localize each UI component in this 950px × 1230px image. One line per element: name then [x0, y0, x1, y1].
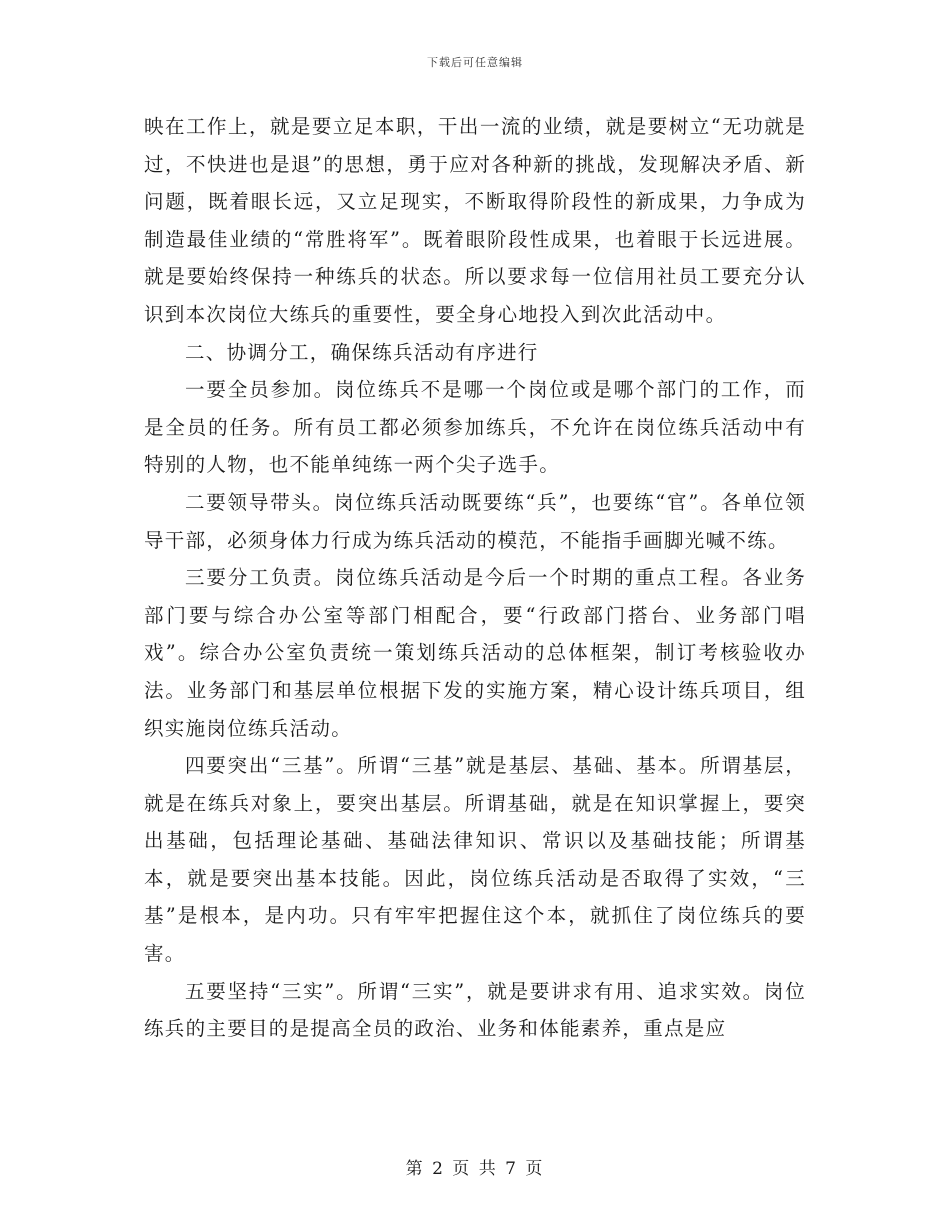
paragraph-3: 一要全员参加。岗位练兵不是哪一个岗位或是哪个部门的工作，而是全员的任务。所有员工都必须参加练兵，不允许在岗位练兵活动中有特别的人物，也不能单纯练一两个尖子选手。	[144, 378, 806, 477]
section-heading: 二、协调分工，确保练兵活动有序进行	[185, 340, 539, 364]
paragraph-5: 三要分工负责。岗位练兵活动是今后一个时期的重点工程。各业务部门要与综合办公室等部门相配合，要“行政部门搭台、业务部门唱戏”。综合办公室负责统一策划练兵活动的总体框架，制订考核验收办法。业务部门和基层单位根据下发的实施方案，精心设计练兵项目，组织实施岗位练兵活动。	[144, 566, 806, 740]
page-number: 第 2 页 共 7 页	[405, 1159, 545, 1179]
document-body	[144, 108, 806, 1048]
paragraph-1: 映在工作上，就是要立足本职，干出一流的业绩，就是要树立“无功就是过，不快进也是退”的思想，勇于应对各种新的挑战，发现解决矛盾、新问题，既着眼长远，又立足现实，不断取得阶段性的新成果，力争成为制造最佳业绩的“常胜将军”。既着眼阶段性成果，也着眼于长远进展。就是要始终保持一种练兵的状态。所以要求每一位信用社员工要充分认识到本次岗位大练兵的重要性，要全身心地投入到次此活动中。	[144, 115, 806, 326]
paragraph-4: 二要领导带头。岗位练兵活动既要练“兵”，也要练“官”。各单位领导干部，必须身体力行成为练兵活动的模范，不能指手画脚光喊不练。	[144, 490, 806, 552]
paragraph-7: 五要坚持“三实”。所谓“三实”，就是要讲求有用、追求实效。岗位练兵的主要目的是提高全员的政治、业务和体能素养，重点是应	[144, 979, 806, 1041]
paragraph-6: 四要突出“三基”。所谓“三基”就是基层、基础、基本。所谓基层，就是在练兵对象上，要突出基层。所谓基础，就是在知识掌握上，要突出基础，包括理论基础、基础法律知识、常识以及基础技能；所谓基本，就是要突出基本技能。因此，岗位练兵活动是否取得了实效，“三基”是根本，是内功。只有牢牢把握住这个本，就抓住了岗位练兵的要害。	[144, 754, 806, 966]
page-header: 下载后可任意编辑	[427, 56, 523, 69]
